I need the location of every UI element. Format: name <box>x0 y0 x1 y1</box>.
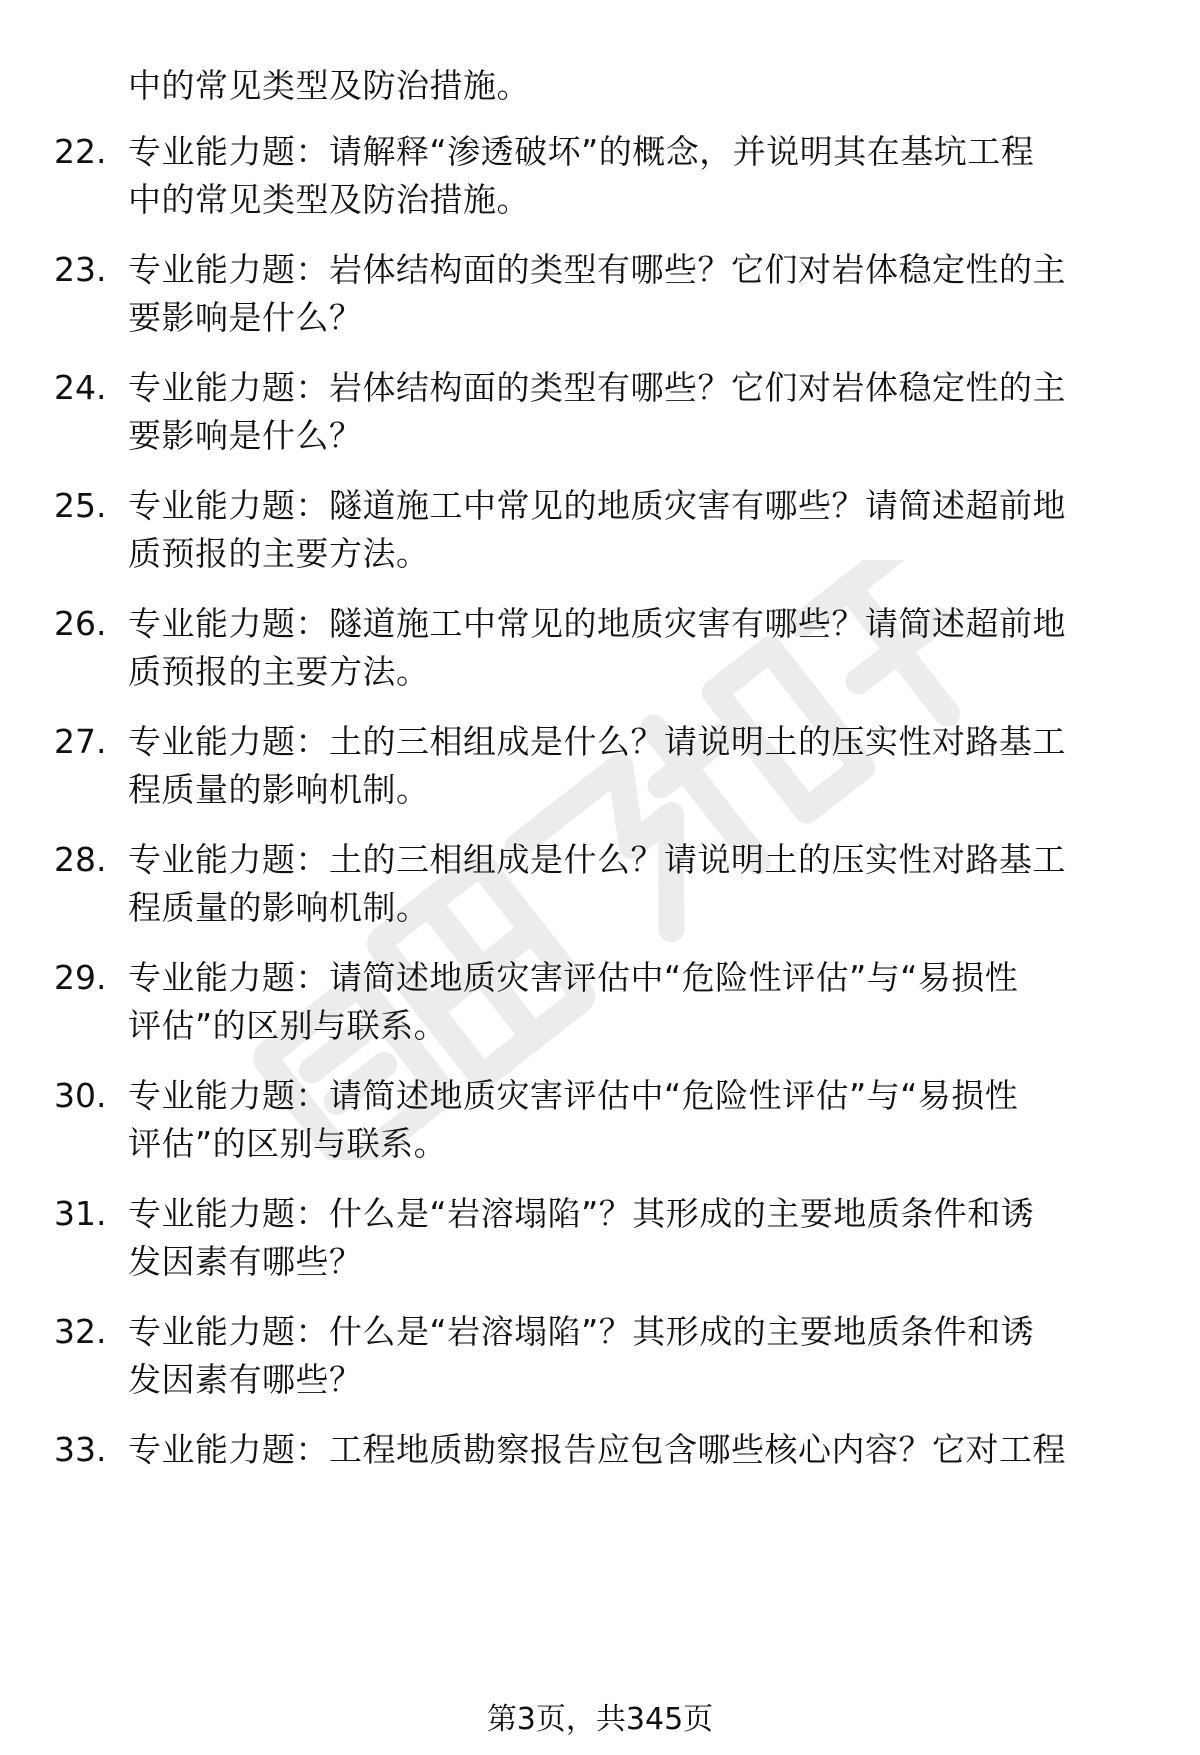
question-text-line: 专业能力题：岩体结构面的类型有哪些？它们对岩体稳定性的主 <box>128 368 1066 407</box>
question-text-line: 专业能力题：土的三相组成是什么？请说明土的压实性对路基工 <box>128 840 1066 879</box>
question-text-line: 专业能力题：岩体结构面的类型有哪些？它们对岩体稳定性的主 <box>128 250 1066 289</box>
question-text-line: 程质量的影响机制。 <box>128 888 430 927</box>
question-text <box>128 600 1140 696</box>
question-text-line: 评估”的区别与联系。 <box>128 1006 448 1045</box>
question-number: 33. <box>54 1430 107 1469</box>
question-number: 22. <box>54 132 107 171</box>
question-number: 24. <box>54 368 107 407</box>
question-text <box>128 718 1140 814</box>
question-text-line: 专业能力题：什么是“岩溶塌陷”？其形成的主要地质条件和诱 <box>128 1312 1035 1351</box>
question-number: 26. <box>54 604 107 643</box>
question-text-line: 专业能力题：请简述地质灾害评估中“危险性评估”与“易损性 <box>128 958 1019 997</box>
question-text-line: 发因素有哪些？ <box>128 1242 363 1281</box>
question-text-line: 质预报的主要方法。 <box>128 652 430 691</box>
question-text <box>128 1072 1140 1168</box>
question-text-line: 质预报的主要方法。 <box>128 534 430 573</box>
question-text-line: 专业能力题：隧道施工中常见的地质灾害有哪些？请简述超前地 <box>128 486 1066 525</box>
question-text-line: 专业能力题：土的三相组成是什么？请说明土的压实性对路基工 <box>128 722 1066 761</box>
question-number: 25. <box>54 486 107 525</box>
question-number: 28. <box>54 840 107 879</box>
question-text-line: 评估”的区别与联系。 <box>128 1124 448 1163</box>
question-text <box>128 1426 1140 1474</box>
continuation-line: 中的常见类型及防治措施。 <box>128 66 530 105</box>
question-number: 27. <box>54 722 107 761</box>
question-number: 23. <box>54 250 107 289</box>
question-text <box>128 1308 1140 1404</box>
question-text-line: 程质量的影响机制。 <box>128 770 430 809</box>
question-text-line: 发因素有哪些？ <box>128 1360 363 1399</box>
question-text-line: 要影响是什么？ <box>128 416 363 455</box>
question-number: 31. <box>54 1194 107 1233</box>
question-text-line: 专业能力题：请简述地质灾害评估中“危险性评估”与“易损性 <box>128 1076 1019 1115</box>
question-text-line: 中的常见类型及防治措施。 <box>128 180 530 219</box>
question-text-line: 专业能力题：什么是“岩溶塌陷”？其形成的主要地质条件和诱 <box>128 1194 1035 1233</box>
question-text-line: 要影响是什么？ <box>128 298 363 337</box>
question-text-line: 专业能力题：工程地质勘察报告应包含哪些核心内容？它对工程 <box>128 1430 1066 1469</box>
question-text <box>128 482 1140 578</box>
question-text-line: 专业能力题：隧道施工中常见的地质灾害有哪些？请简述超前地 <box>128 604 1066 643</box>
question-text <box>128 836 1140 932</box>
question-number: 32. <box>54 1312 107 1351</box>
question-text <box>128 1190 1140 1286</box>
question-number: 29. <box>54 958 107 997</box>
question-text <box>128 246 1140 342</box>
question-text <box>128 128 1140 224</box>
question-text <box>128 364 1140 460</box>
question-text <box>128 954 1140 1050</box>
question-text-line: 专业能力题：请解释“渗透破坏”的概念，并说明其在基坑工程 <box>128 132 1035 171</box>
question-number: 30. <box>54 1076 107 1115</box>
page-number-footer: 第3页，共345页 <box>486 1702 714 1737</box>
